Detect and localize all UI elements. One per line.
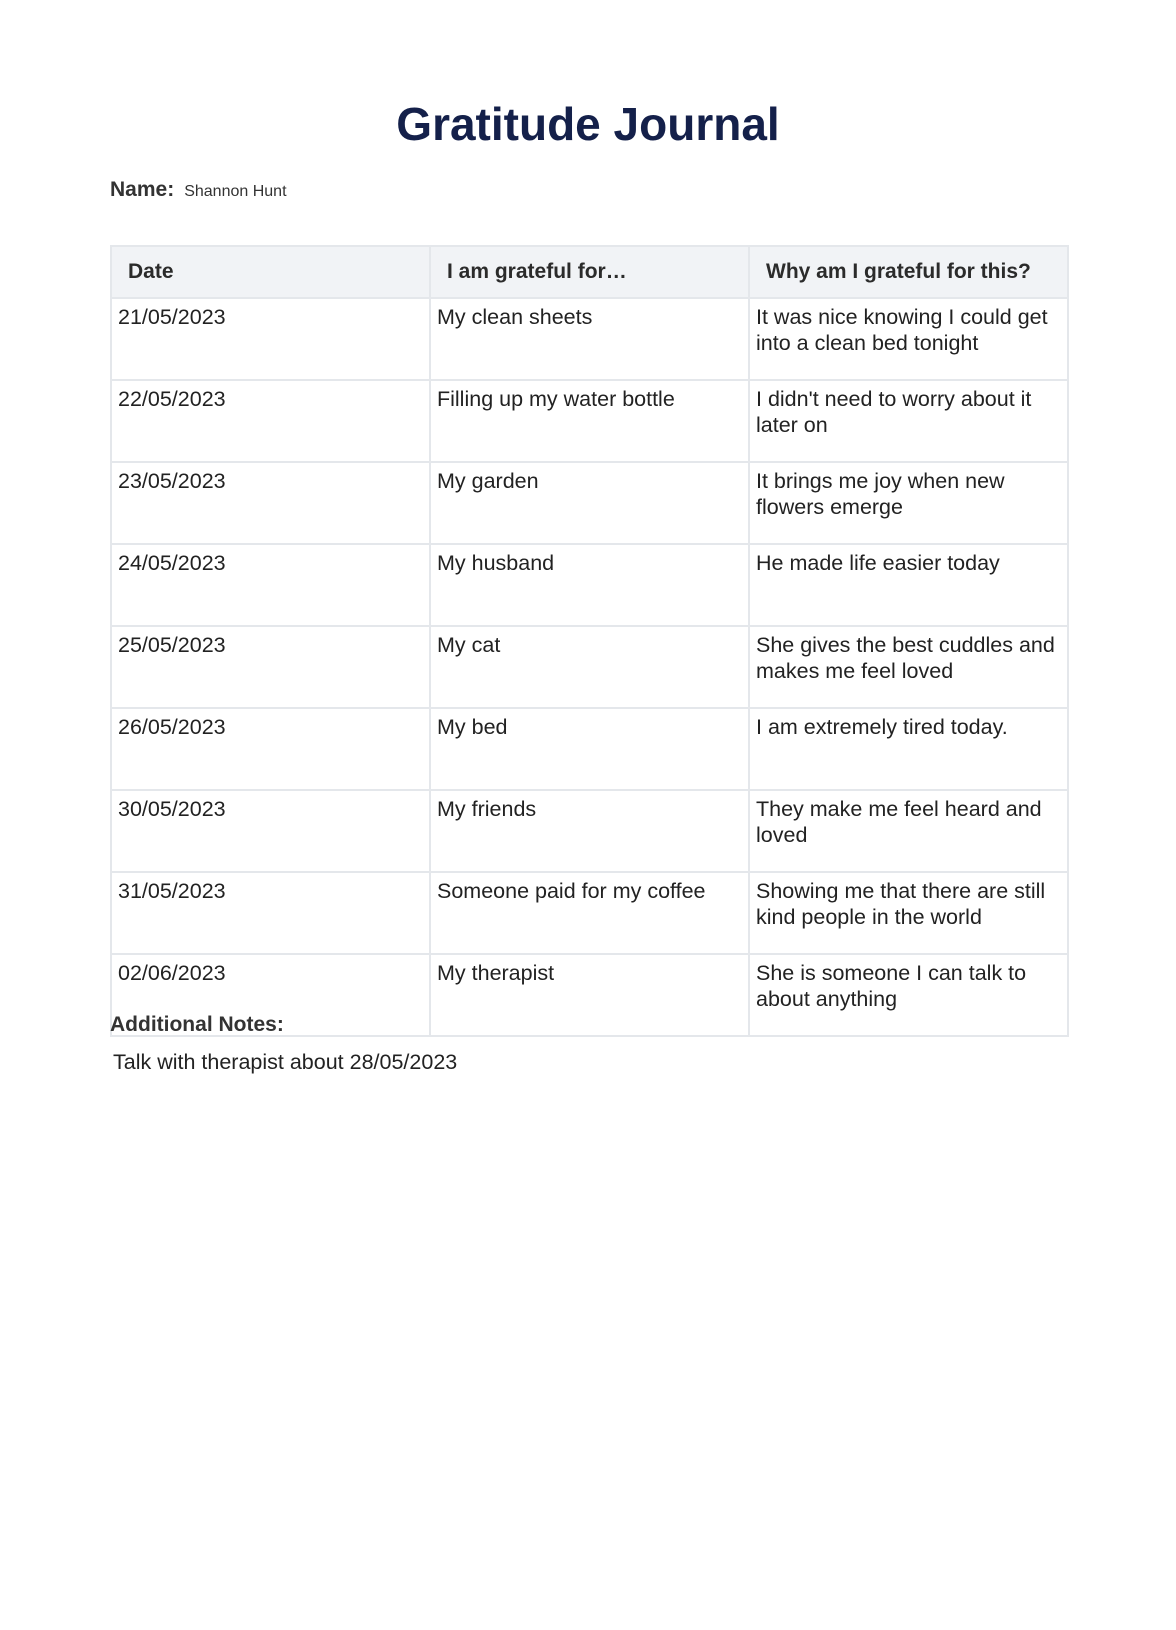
additional-notes-text: Talk with therapist about 28/05/2023 bbox=[113, 1050, 458, 1074]
date-cell: 31/05/2023 bbox=[111, 872, 430, 954]
reason-cell: She is someone I can talk to about anything bbox=[749, 954, 1068, 1036]
reason-cell: I am extremely tired today. bbox=[749, 708, 1068, 790]
grateful-for-cell: My bed bbox=[430, 708, 749, 790]
table-row bbox=[111, 462, 1068, 544]
reason-cell: It was nice knowing I could get into a clean bed tonight bbox=[749, 298, 1068, 380]
header-grateful-for: I am grateful for… bbox=[430, 246, 749, 298]
grateful-for-cell: Someone paid for my coffee bbox=[430, 872, 749, 954]
table-row bbox=[111, 790, 1068, 872]
reason-cell: They make me feel heard and loved bbox=[749, 790, 1068, 872]
date-cell: 30/05/2023 bbox=[111, 790, 430, 872]
table-row bbox=[111, 298, 1068, 380]
date-cell: 24/05/2023 bbox=[111, 544, 430, 626]
additional-notes-label: Additional Notes: bbox=[110, 1013, 284, 1036]
header-why-grateful: Why am I grateful for this? bbox=[749, 246, 1068, 298]
reason-cell: He made life easier today bbox=[749, 544, 1068, 626]
name-value: Shannon Hunt bbox=[184, 183, 287, 200]
grateful-for-cell: My friends bbox=[430, 790, 749, 872]
table-row bbox=[111, 626, 1068, 708]
grateful-for-cell: My garden bbox=[430, 462, 749, 544]
reason-cell: Showing me that there are still kind people in the world bbox=[749, 872, 1068, 954]
date-cell: 21/05/2023 bbox=[111, 298, 430, 380]
name-label: Name: bbox=[110, 178, 175, 201]
reason-cell: I didn't need to worry about it later on bbox=[749, 380, 1068, 462]
name-row bbox=[110, 178, 287, 202]
grateful-for-cell: My cat bbox=[430, 626, 749, 708]
grateful-for-cell: Filling up my water bottle bbox=[430, 380, 749, 462]
reason-cell: It brings me joy when new flowers emerge bbox=[749, 462, 1068, 544]
grateful-for-cell: My therapist bbox=[430, 954, 749, 1036]
table-row bbox=[111, 708, 1068, 790]
date-cell: 02/06/2023 bbox=[111, 954, 430, 1036]
table-row bbox=[111, 380, 1068, 462]
header-date: Date bbox=[111, 246, 430, 298]
page-title: Gratitude Journal bbox=[396, 98, 780, 150]
gratitude-table bbox=[110, 245, 1069, 1037]
grateful-for-cell: My husband bbox=[430, 544, 749, 626]
date-cell: 26/05/2023 bbox=[111, 708, 430, 790]
date-cell: 22/05/2023 bbox=[111, 380, 430, 462]
grateful-for-cell: My clean sheets bbox=[430, 298, 749, 380]
reason-cell: She gives the best cuddles and makes me feel loved bbox=[749, 626, 1068, 708]
table-row bbox=[111, 872, 1068, 954]
date-cell: 23/05/2023 bbox=[111, 462, 430, 544]
table-header-row bbox=[111, 246, 1068, 298]
date-cell: 25/05/2023 bbox=[111, 626, 430, 708]
table-row bbox=[111, 544, 1068, 626]
